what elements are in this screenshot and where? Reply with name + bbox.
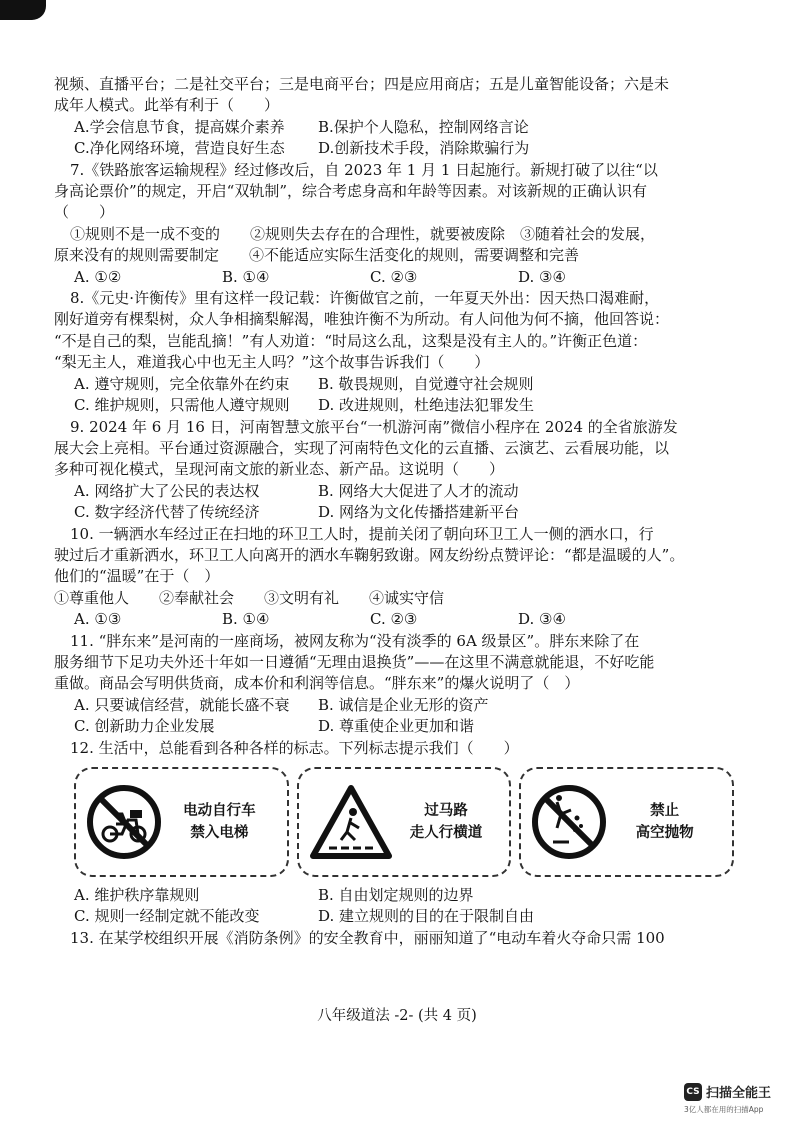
sign-label [607, 800, 722, 844]
camscanner-logo-icon: CS [684, 1083, 702, 1101]
option-b: B. 敬畏规则，自觉遵守社会规则 [318, 374, 534, 393]
question-6-text: 成年人模式。此举有利于（ ） [54, 96, 280, 115]
option-a: A. 网络扩大了公民的表达权 [74, 481, 260, 500]
watermark-name: 扫描全能王 [706, 1086, 772, 1101]
question-7-text: 7.《铁路旅客运输规程》经过修改后，自 2023 年 1 月 1 日起施行。新规打破了以往“以 [70, 160, 658, 179]
exam-page [54, 74, 734, 949]
option-d: D. 建立规则的目的在于限制自由 [318, 907, 535, 926]
watermark-brand [684, 1082, 794, 1101]
no-throwing-icon [531, 784, 607, 860]
sign-label-line: 走人行横道 [409, 825, 483, 841]
option-b: B.保护个人隐私，控制网络言论 [318, 117, 529, 136]
option-a: A. 遵守规则，完全依靠外在约束 [74, 374, 290, 393]
question-7-statements: 原来没有的规则需要制定 ④不能适应实际生活变化的规则，需要调整和完善 [54, 246, 580, 265]
question-9-text: 展大会上亮相。平台通过资源融合，实现了河南特色文化的云直播、云演艺、云看展功能，以 [54, 438, 670, 457]
option-a: A. 维护秩序靠规则 [74, 886, 200, 904]
option-row [54, 481, 734, 502]
option-d: D.创新技术手段，消除欺骗行为 [318, 139, 530, 158]
option-row [54, 395, 734, 416]
option-a: A. ①② [74, 267, 122, 286]
scan-corner-shadow [0, 0, 46, 20]
sign-no-throwing [519, 767, 734, 877]
option-b: B. ①④ [222, 267, 270, 286]
question-12-text: 12. 生活中，总能看到各种各样的标志。下列标志提示我们（ ） [70, 738, 519, 757]
option-row [54, 609, 734, 630]
option-row [54, 374, 734, 395]
question-7-statements: ①规则不是一成不变的 ②规则失去存在的合理性，就要被废除 ③随着社会的发展， [70, 224, 656, 243]
option-row [54, 502, 734, 523]
option-b: B. 网络大大促进了人才的流动 [318, 481, 519, 500]
option-d: D. 网络为文化传播搭建新平台 [318, 503, 520, 522]
sign-label-line: 禁入电梯 [190, 825, 249, 841]
option-d: D. 尊重使企业更加和谐 [318, 717, 475, 736]
option-row [54, 906, 734, 927]
sign-label-line: 高空抛物 [635, 825, 694, 841]
question-13-text: 13. 在某学校组织开展《消防条例》的安全教育中，丽丽知道了“电动车着火夺命只需 100 [70, 928, 665, 947]
option-a: A. 只要诚信经营，就能长盛不衰 [74, 695, 290, 714]
option-a: A.学会信息节食，提高媒介素养 [74, 117, 285, 136]
sign-label-line: 禁止 [650, 803, 680, 819]
option-row [54, 885, 734, 906]
sign-use-crosswalk [297, 767, 512, 877]
sign-label [162, 800, 277, 844]
option-a: A. ①③ [74, 610, 122, 629]
question-9-text: 多种可视化模式，呈现河南文旅的新业态、新产品。这说明（ ） [54, 460, 505, 479]
option-b: B. 诚信是企业无形的资产 [318, 695, 489, 714]
crosswalk-warning-icon [309, 784, 393, 860]
option-row [54, 267, 734, 288]
option-c: C.净化网络环境，营造良好生态 [74, 139, 285, 158]
question-8-text: 8.《元史·许衡传》里有这样一段记载：许衡做官之前，一年夏天外出：因天热口渴难耐， [70, 289, 660, 308]
option-c: C. 维护规则，只需他人遵守规则 [74, 396, 290, 415]
question-6-text: 视频、直播平台；二是社交平台；三是电商平台；四是应用商店；五是儿童智能设备；六是未 [54, 75, 670, 93]
option-c: C. 规则一经制定就不能改变 [74, 907, 260, 926]
option-row [54, 695, 734, 716]
option-d: D. ③④ [518, 267, 566, 286]
question-8-text: “梨无主人，难道我心中也无主人吗？”这个故事告诉我们（ ） [54, 353, 490, 372]
page-footer: 八年级道法 -2- (共 4 页) [317, 1008, 477, 1024]
sign-label-line: 过马路 [424, 803, 468, 819]
sign-label-line: 电动自行车 [183, 803, 256, 819]
option-b: B. ①④ [222, 610, 270, 629]
question-7-text: 身高论票价”的规定，开启“双轨制”，综合考虑身高和年龄等因素。对该新规的正确认识有 [54, 182, 648, 201]
scanner-watermark [684, 1082, 794, 1115]
watermark-tagline: 3亿人都在用的扫描App [684, 1105, 764, 1114]
no-ebike-icon [86, 784, 162, 860]
question-10-text: 10. 一辆洒水车经过正在扫地的环卫工人时，提前关闭了朝向环卫工人一侧的洒水口，行 [70, 524, 654, 543]
sign-row [74, 767, 734, 877]
question-8-text: “不是自己的梨，岂能乱摘！”有人劝道：“时局这么乱，这梨是没有主人的。”许衡正色道： [54, 331, 648, 350]
option-d: D. 改进规则，杜绝违法犯罪发生 [318, 396, 535, 415]
question-9-text: 9. 2024 年 6 月 16 日，河南智慧文旅平台“一机游河南”微信小程序在 2024 的全省旅游发 [70, 417, 678, 436]
option-c: C. 创新助力企业发展 [74, 717, 215, 736]
question-11-text: 重做。商品会写明供货商，成本价和利润等信息。“胖东来”的爆火说明了（ ） [54, 674, 580, 693]
question-10-text: 他们的“温暖”在于（ ） [54, 567, 220, 586]
option-c: C. ②③ [370, 610, 418, 629]
question-10-statements: ①尊重他人 ②奉献社会 ③文明有礼 ④诚实守信 [54, 588, 445, 607]
option-row [54, 138, 734, 159]
option-c: C. ②③ [370, 267, 418, 286]
option-b: B. 自由划定规则的边界 [318, 886, 474, 904]
option-row [54, 716, 734, 737]
sign-no-ebike-elevator [74, 767, 289, 877]
sign-label [393, 800, 500, 844]
question-8-text: 刚好道旁有棵梨树，众人争相摘梨解渴，唯独许衡不为所动。有人问他为何不摘，他回答说： [54, 310, 670, 329]
option-row [54, 117, 734, 138]
question-10-text: 驶过后才重新洒水，环卫工人向离开的洒水车鞠躬致谢。网友纷纷点赞评论：“都是温暖的人”。 [54, 545, 685, 564]
question-7-text: （ ） [54, 203, 115, 222]
option-c: C. 数字经济代替了传统经济 [74, 503, 260, 522]
question-11-text: 11. “胖东来”是河南的一座商场，被网友称为“没有淡季的 6A 级景区”。胖东来除了在 [70, 631, 640, 650]
option-d: D. ③④ [518, 610, 566, 629]
question-11-text: 服务细节下足功夫外还十年如一日遵循“无理由退换货”——在这里不满意就能退，不好吃能 [54, 652, 655, 671]
